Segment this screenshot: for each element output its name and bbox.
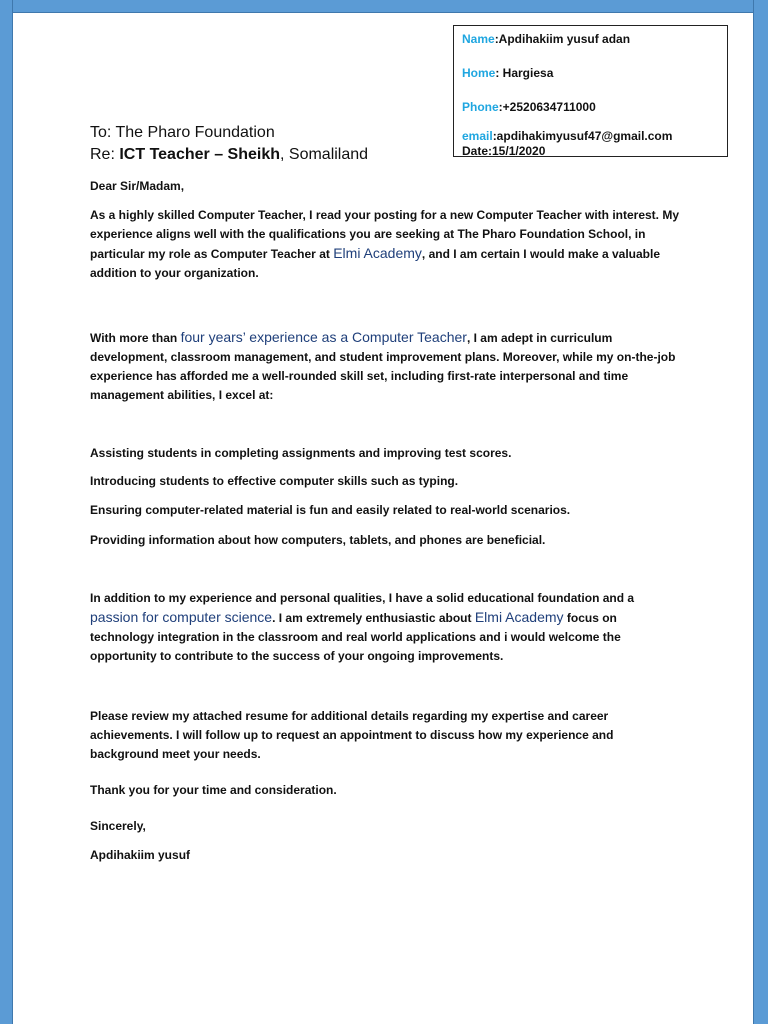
page-border-top	[0, 0, 768, 13]
p3-text-a: In addition to my experience and personal qualities, I have a solid educational foundation and a	[90, 591, 635, 605]
list-item: Providing information about how computers, tablets, and phones are beneficial.	[90, 533, 546, 547]
p3-highlight-2: Elmi Academy	[474, 609, 564, 625]
name-value: :Apdihakiim yusuf adan	[494, 32, 631, 46]
contact-phone	[462, 100, 596, 114]
p2-text-a: With more than	[90, 331, 181, 345]
email-value: :apdihakimyusuf47@gmail.com	[492, 129, 673, 143]
contact-box	[453, 25, 728, 157]
paragraph-1	[90, 206, 680, 283]
contact-name	[462, 32, 630, 46]
salutation: Dear Sir/Madam,	[90, 179, 185, 193]
p1-text-b: , and I am certain I would make a valuable addition to your organization.	[90, 247, 660, 280]
signature: Apdihakiim yusuf	[90, 848, 191, 862]
p2-text-b: , I am adept in curriculum development, classroom management, and student improvement plans. Moreover, while my on-the-job experience has afforded me a well-rounded skill set, including first-rate interpersonal and time management abilities, I excel at:	[90, 331, 676, 402]
page-border-left	[0, 0, 13, 1024]
list-item: Assisting students in completing assignments and improving test scores.	[90, 446, 512, 460]
recipient-line: To: The Pharo Foundation	[90, 124, 275, 141]
p3-text-c: focus on technology integration in the classroom and real world applications and i would welcome the opportunity to contribute to the success of your ongoing improvements.	[90, 611, 621, 663]
subject-prefix: Re:	[90, 146, 120, 163]
paragraph-4: Please review my attached resume for additional details regarding my expertise and career achievements. I will follow up to request an appointment to discuss how my experience and background meet your needs.	[90, 709, 614, 761]
p3-text-b: . I am extremely enthusiastic about	[272, 611, 475, 625]
phone-value: :+2520634711000	[498, 100, 596, 114]
subject-line	[90, 146, 368, 164]
home-value: : Hargiesa	[495, 66, 554, 80]
p1-highlight: Elmi Academy	[333, 245, 422, 261]
contact-date: Date:15/1/2020	[462, 144, 546, 158]
thanks-line: Thank you for your time and consideration.	[90, 783, 337, 797]
p2-highlight: four years’ experience as a Computer Teacher	[180, 329, 467, 345]
subject-place: , Somaliland	[280, 146, 369, 163]
name-label: Name	[462, 32, 495, 46]
paragraph-3	[90, 589, 680, 666]
contact-email	[462, 129, 672, 143]
p3-highlight-1: passion for computer science	[90, 609, 273, 625]
subject-role: ICT Teacher – Sheikh	[119, 146, 280, 163]
paragraph-2	[90, 328, 680, 405]
closing: Sincerely,	[90, 819, 146, 833]
list-item: Ensuring computer-related material is fun and easily related to real-world scenarios.	[90, 503, 571, 517]
email-label: email	[462, 129, 493, 143]
phone-label: Phone	[462, 100, 499, 114]
p1-text-a: As a highly skilled Computer Teacher, I read your posting for a new Computer Teacher with interest. My experience aligns well with the qualifications you are seeking at The Pharo Foundation School, in particular my role as Computer Teacher at	[90, 208, 680, 261]
contact-home	[462, 66, 553, 80]
list-item: Introducing students to effective computer skills such as typing.	[90, 474, 459, 488]
home-label: Home	[462, 66, 496, 80]
page-border-right	[753, 0, 768, 1024]
